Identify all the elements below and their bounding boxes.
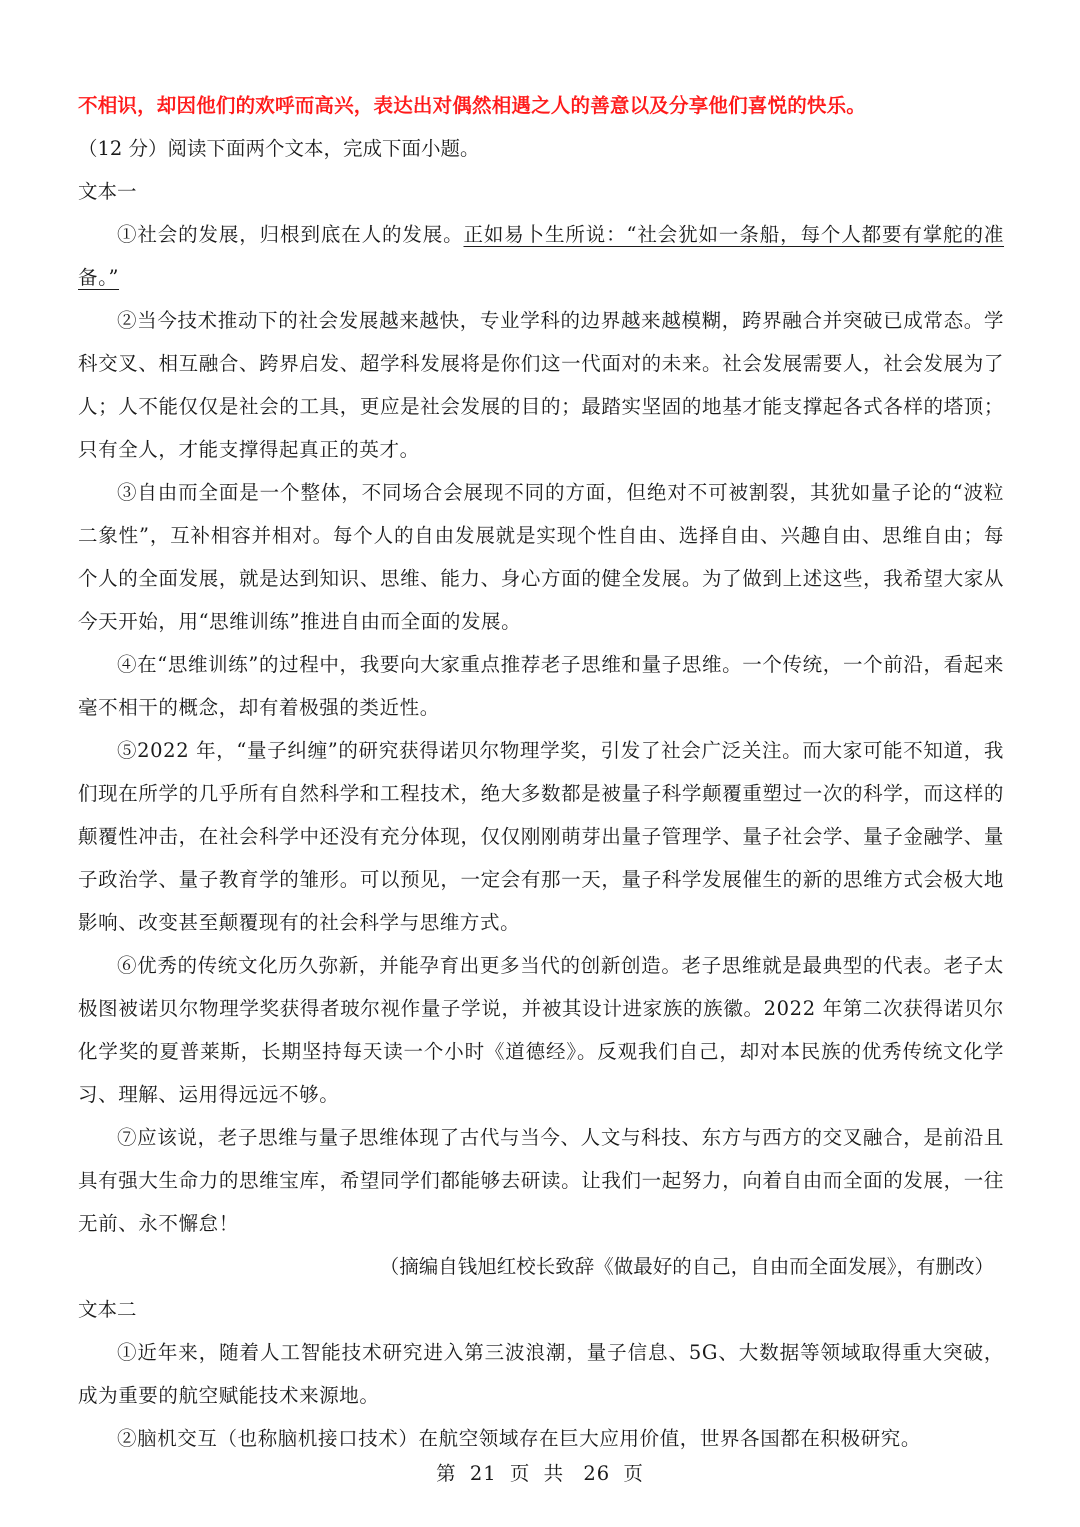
text2-title: 文本二 (78, 1298, 137, 1321)
footer-page-current: 21 (469, 1462, 497, 1485)
answer-continuation-red: 不相识，却因他们的欢呼而高兴，表达出对偶然相遇之人的善意以及分享他们喜悦的快乐。 (78, 94, 867, 117)
text1-paragraph-2: ②当今技术推动下的社会发展越来越快，专业学科的边界越来越模糊，跨界融合并突破已成常态。学科交叉、相互融合、跨界启发、超学科发展将是你们这一代面对的未来。社会发展需要人，社会发展为了人；人不能仅仅是社会的工具，更应是社会发展的目的；最踏实坚固的地基才能支撑起各式各样的塔顶；只有全人，才能支撑得起真正的英才。 (78, 309, 1004, 461)
text1-source-citation: （摘编自钱旭红校长致辞《做最好的自己，自由而全面发展》，有删改） (379, 1255, 994, 1278)
page-content (78, 84, 1004, 1460)
text1-title: 文本一 (78, 180, 137, 203)
footer-page-total: 26 (583, 1462, 611, 1485)
question-intro: （12 分）阅读下面两个文本，完成下面小题。 (78, 137, 480, 160)
footer-label-gong: 共 (543, 1462, 565, 1485)
text1-paragraph-3: ③自由而全面是一个整体，不同场合会展现不同的方面，但绝对不可被割裂，其犹如量子论的“波粒二象性”，互补相容并相对。每个人的自由发展就是实现个性自由、选择自由、兴趣自由、思维自由；每个人的全面发展，就是达到知识、思维、能力、身心方面的健全发展。为了做到上述这些，我希望大家从今天开始，用“思维训练”推进自由而全面的发展。 (78, 481, 1004, 633)
text2-paragraph-1: ①近年来，随着人工智能技术研究进入第三波浪潮，量子信息、5G、大数据等领域取得重大突破，成为重要的航空赋能技术来源地。 (78, 1341, 1004, 1407)
text1-paragraph-7: ⑦应该说，老子思维与量子思维体现了古代与当今、人文与科技、东方与西方的交叉融合，是前沿且具有强大生命力的思维宝库，希望同学们都能够去研读。让我们一起努力，向着自由而全面的发展，一往无前、永不懈怠！ (78, 1126, 1004, 1235)
footer-label-di: 第 (436, 1462, 457, 1485)
text1-p1-underlined-quote: 正如易卜生所说：“社会犹如一条船，每个人都要有掌舵的准备。” (78, 223, 1005, 289)
footer-label-ye-2: 页 (623, 1462, 644, 1485)
text2-paragraph-2: ②脑机交互（也称脑机接口技术）在航空领域存在巨大应用价值，世界各国都在积极研究。 (117, 1427, 922, 1450)
footer-label-ye: 页 (509, 1462, 531, 1485)
text1-p1-plain: ①社会的发展，归根到底在人的发展。 (117, 223, 464, 246)
page-footer (0, 1458, 1080, 1486)
text1-paragraph-1 (78, 213, 1004, 299)
text1-paragraph-5: ⑤2022 年，“量子纠缠”的研究获得诺贝尔物理学奖，引发了社会广泛关注。而大家可能不知道，我们现在所学的几乎所有自然科学和工程技术，绝大多数都是被量子科学颠覆重塑过一次的科学，而这样的颠覆性冲击，在社会科学中还没有充分体现，仅仅刚刚萌芽出量子管理学、量子社会学、量子金融学、量子政治学、量子教育学的雏形。可以预见，一定会有那一天，量子科学发展催生的新的思维方式会极大地影响、改变甚至颠覆现有的社会科学与思维方式。 (78, 739, 1004, 934)
text1-paragraph-4: ④在“思维训练”的过程中，我要向大家重点推荐老子思维和量子思维。一个传统，一个前沿，看起来毫不相干的概念，却有着极强的类近性。 (78, 653, 1004, 719)
text1-paragraph-6: ⑥优秀的传统文化历久弥新，并能孕育出更多当代的创新创造。老子思维就是最典型的代表。老子太极图被诺贝尔物理学奖获得者玻尔视作量子学说，并被其设计进家族的族徽。2022 年第二次获得诺贝尔化学奖的夏普莱斯，长期坚持每天读一个小时《道德经》。反观我们自己，却对本民族的优秀传统文化学习、理解、运用得远远不够。 (78, 954, 1004, 1106)
